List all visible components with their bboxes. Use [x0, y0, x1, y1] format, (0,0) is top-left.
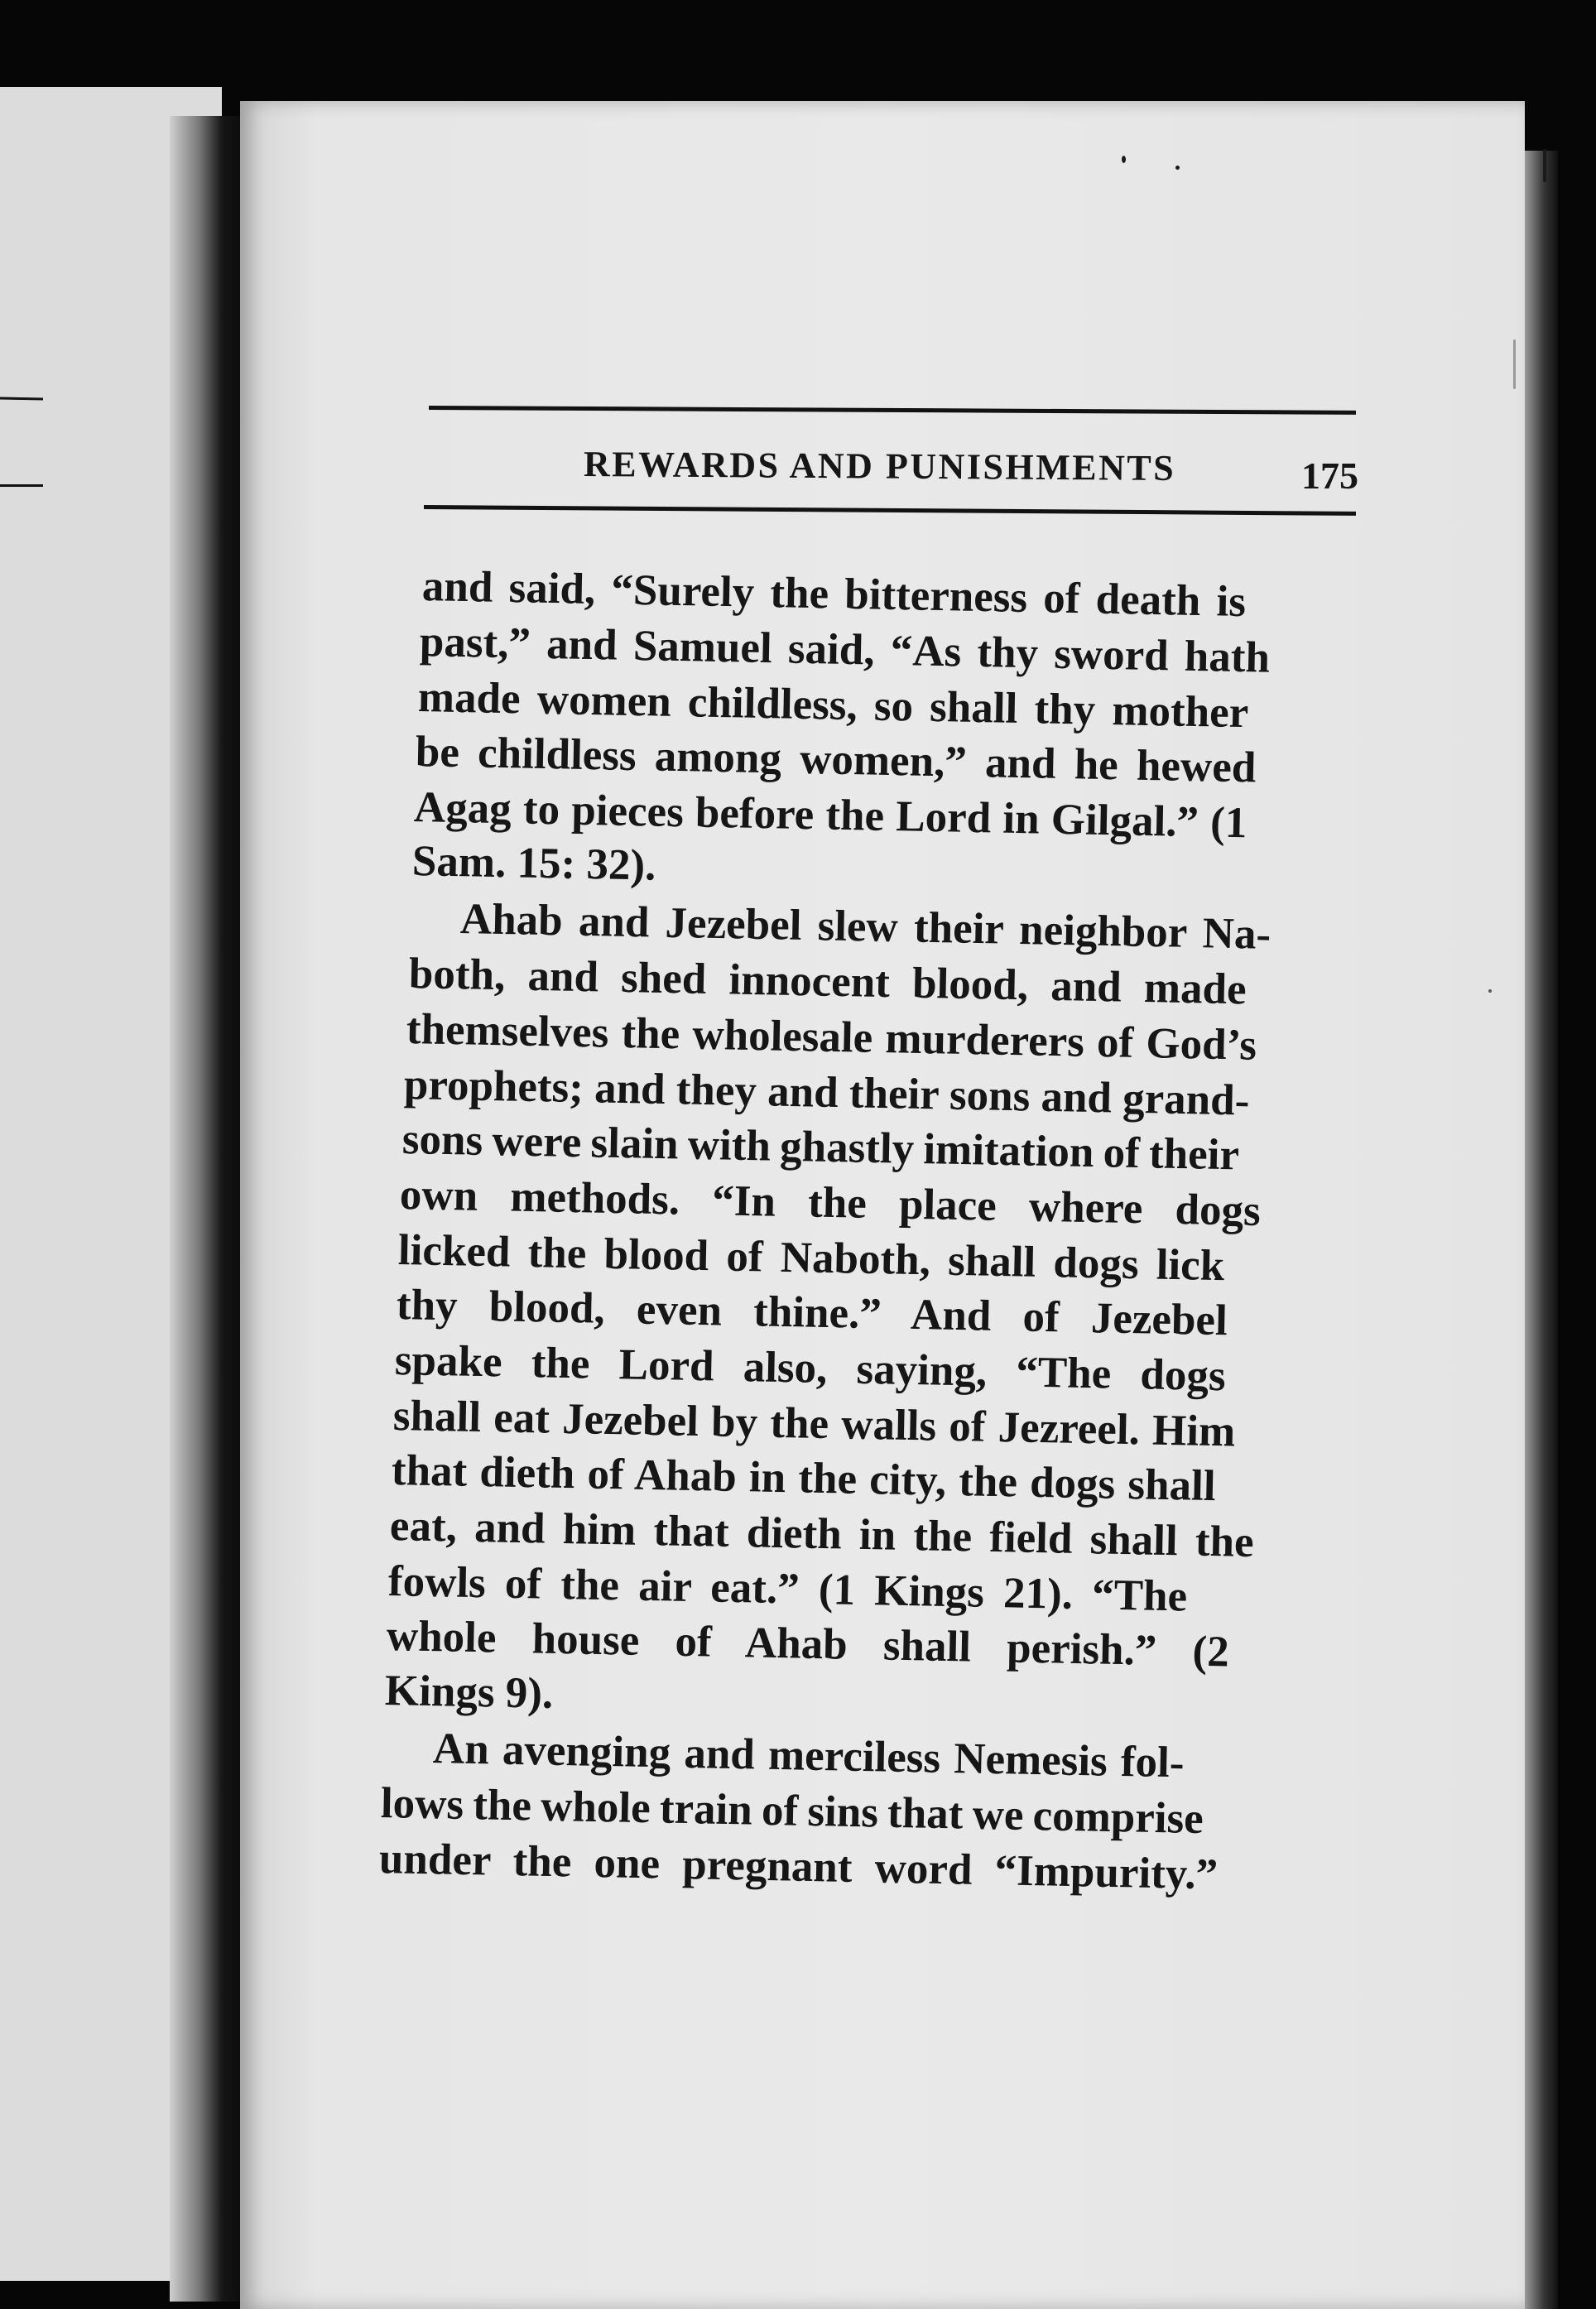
body-line: that dieth of Ahab in the city, the dogs shall — [391, 1446, 1217, 1511]
body-line: be childless among women,” and he hewed — [415, 728, 1257, 792]
body-line: Kings 9). — [384, 1667, 554, 1718]
page-number: 175 — [1301, 455, 1358, 497]
body-line: both, and shed innocent blood, and made — [408, 950, 1247, 1014]
scan-speck — [1543, 149, 1546, 182]
body-line: Agag to pieces before the Lord in Gilgal.” (1 — [413, 783, 1247, 848]
body-line: made women childless, so shall thy mother — [417, 673, 1249, 738]
scan-speck — [1513, 339, 1516, 389]
running-head-title: REWARDS AND PUNISHMENTS — [583, 444, 1176, 488]
body-line: and said, “Surely the bitterness of death is — [421, 562, 1247, 627]
body-line: Ahab and Jezebel slew their neighbor Na- — [459, 895, 1272, 959]
body-line: under the one pregnant word “Impurity.” — [378, 1835, 1219, 1899]
body-line: eat, and him that dieth in the field shall the — [389, 1502, 1255, 1567]
scan-speck — [1488, 989, 1492, 993]
body-line: own methods. “In the place where dogs — [399, 1171, 1262, 1235]
body-line: Sam. 15: 32). — [411, 837, 656, 890]
body-line: An avenging and merciless Nemesis fol- — [432, 1725, 1185, 1787]
body-line: licked the blood of Naboth, shall dogs lick — [397, 1226, 1225, 1291]
book-gutter — [170, 116, 244, 2302]
body-line: lows the whole train of sins that we comprise — [380, 1779, 1204, 1844]
body-line: sons were slain with ghastly imitation of their — [401, 1115, 1240, 1180]
scan-speck — [1122, 156, 1126, 163]
body-line: thy blood, even thine.” And of Jezebel — [396, 1281, 1228, 1345]
body-line: whole house of Ahab shall perish.” (2 — [386, 1612, 1230, 1676]
left-page-rule-top — [0, 397, 43, 401]
body-line: fowls of the air eat.” (1 Kings 21). “The — [387, 1557, 1188, 1621]
body-line: themselves the wholesale murderers of God’s — [406, 1005, 1257, 1070]
body-line: past,” and Samuel said, “As thy sword hath — [419, 618, 1271, 682]
scan-speck — [1175, 166, 1180, 170]
body-line: shall eat Jezebel by the walls of Jezreel. Him — [392, 1392, 1236, 1456]
left-page-rule-bottom — [0, 484, 43, 487]
body-line: prophets; and they and their sons and grand- — [403, 1061, 1250, 1125]
body-line: spake the Lord also, saying, “The dogs — [394, 1336, 1227, 1401]
page-edge — [1525, 151, 1558, 2309]
